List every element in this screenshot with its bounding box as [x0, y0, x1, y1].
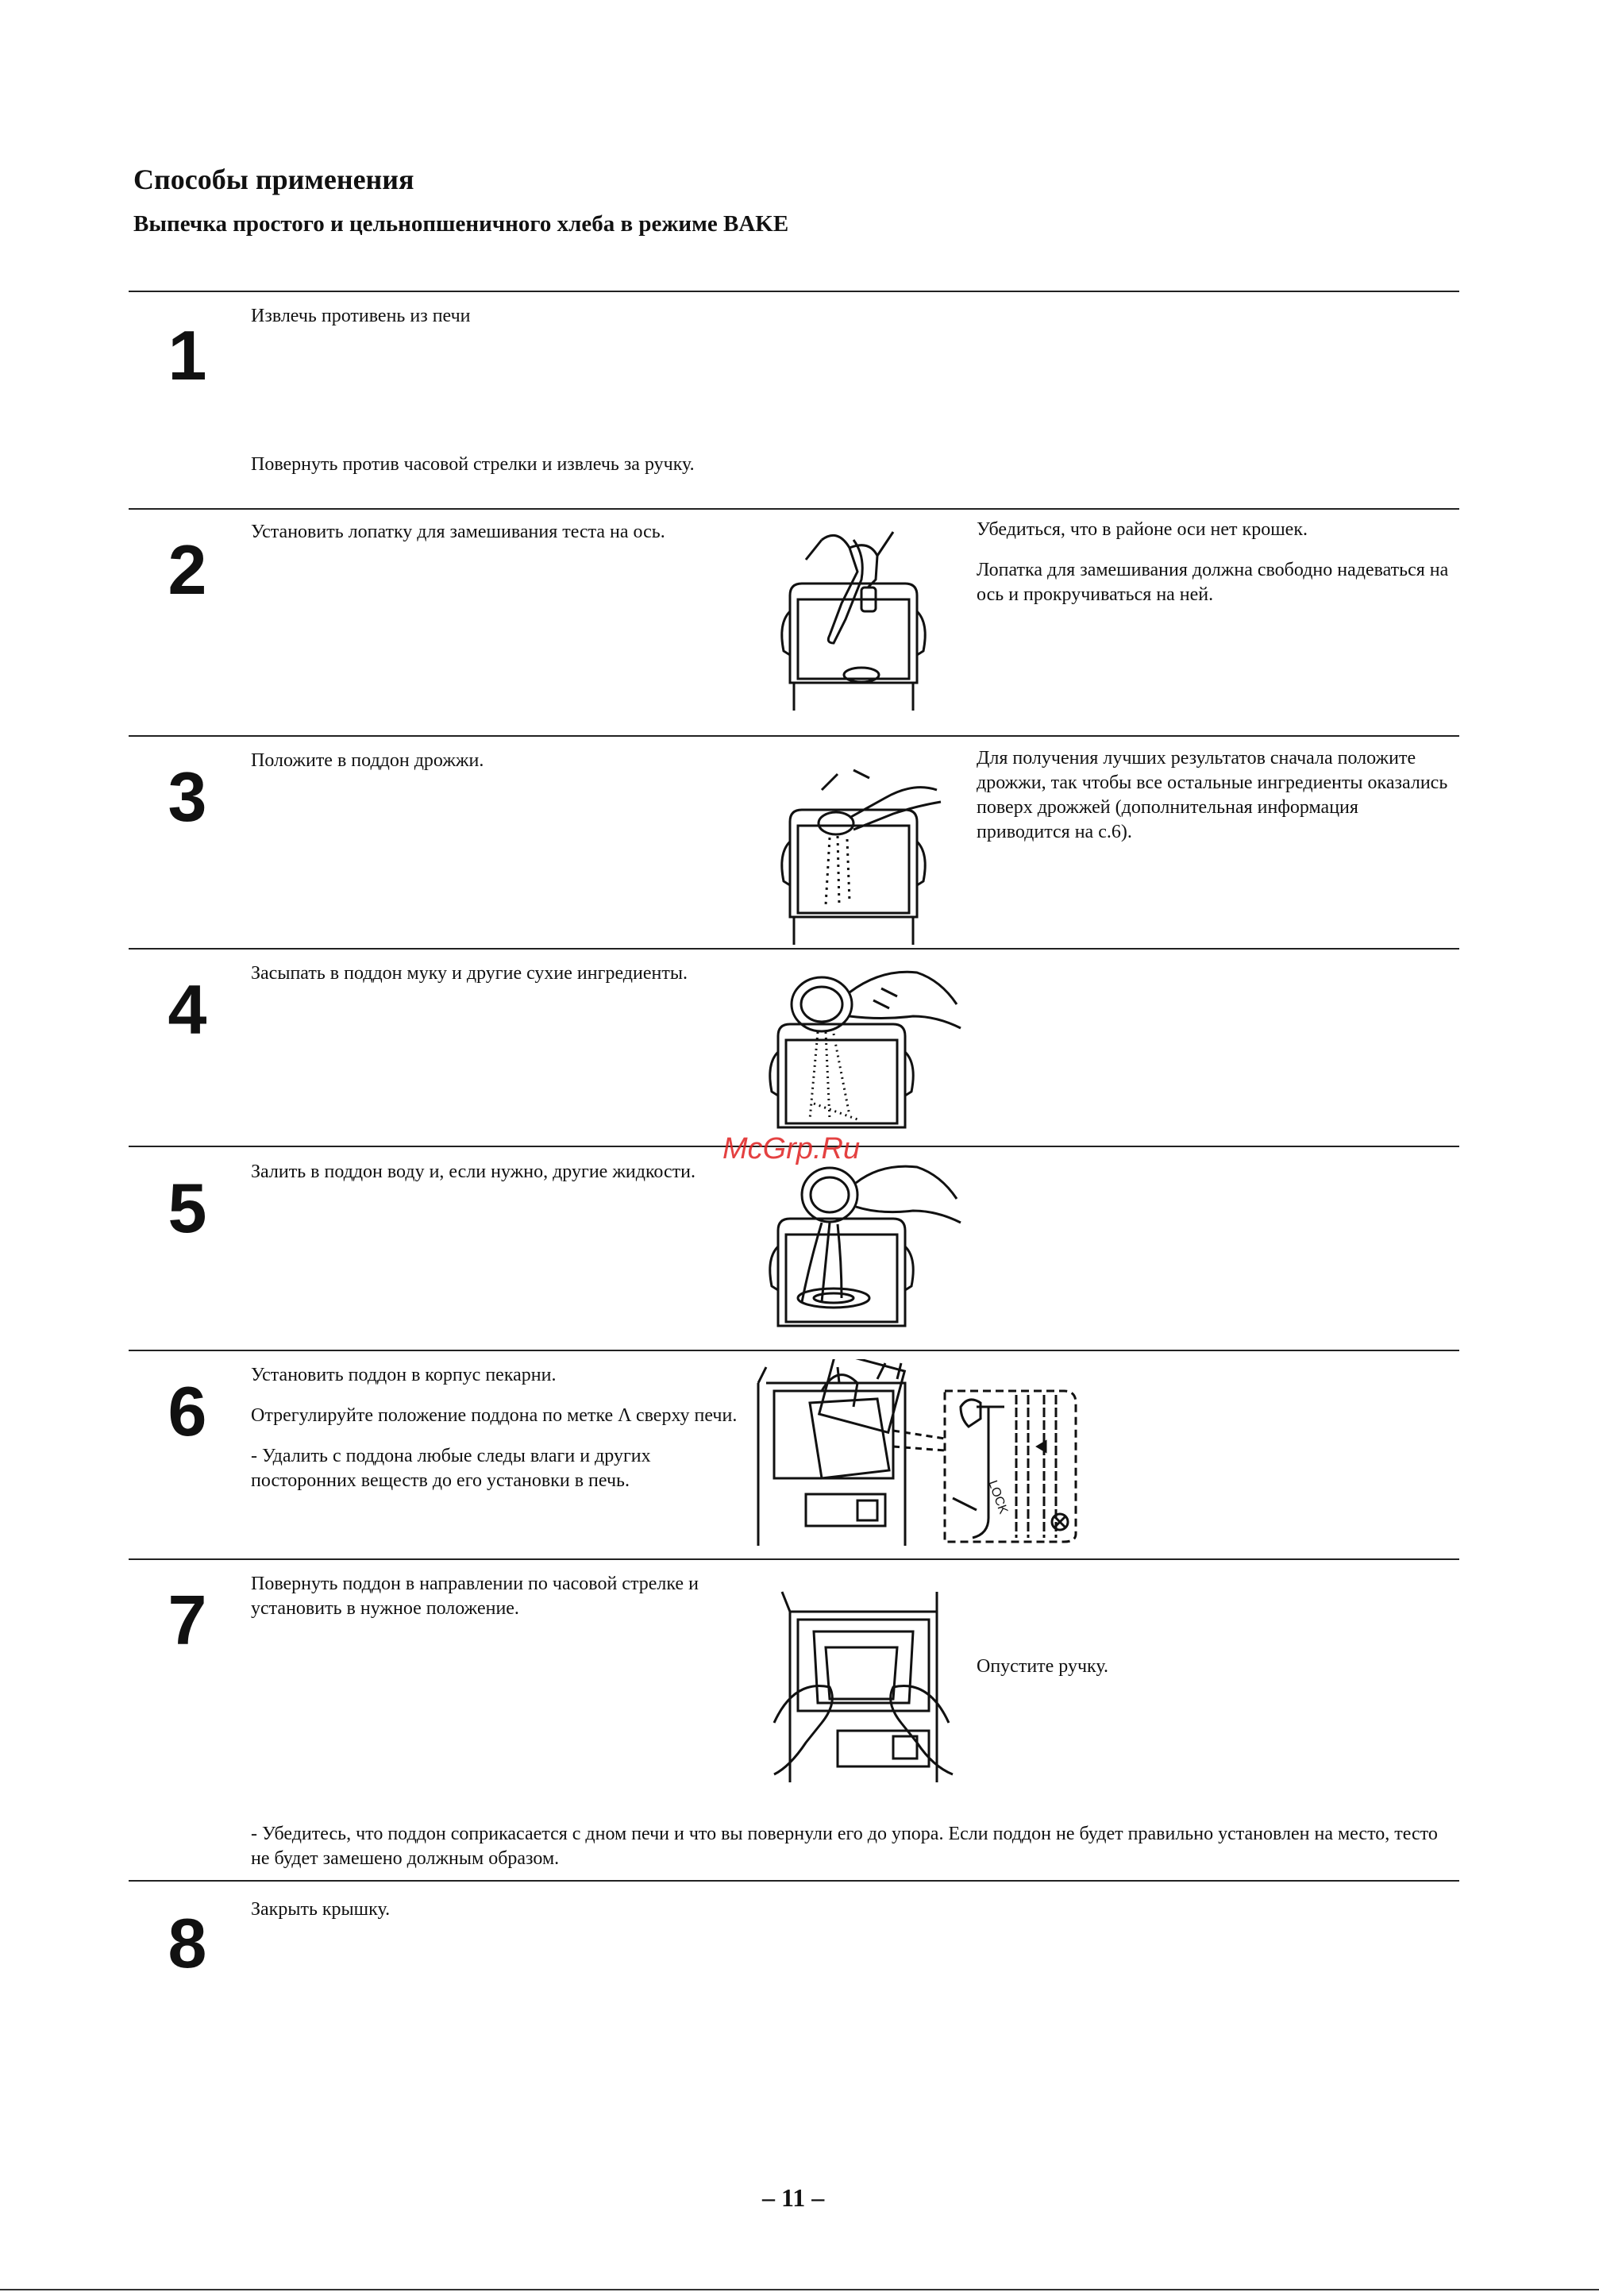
watermark: McGrp.Ru [722, 1132, 861, 1165]
step-text: Залить в поддон воду и, если нужно, другие жидкости. [251, 1161, 695, 1182]
step-2-notes [977, 518, 1453, 623]
step-number: 5 [168, 1169, 207, 1247]
step-7-notes [977, 1655, 1453, 1695]
step-8-text [251, 1897, 727, 1938]
illustration-insert-pan [750, 1359, 1108, 1550]
step-1-subtext: Повернуть против часовой стрелки и извлечь за ручку. [251, 454, 695, 475]
step-text: - Удалить с поддона любые следы влаги и других посторонних веществ до его установки в печь. [251, 1446, 651, 1491]
illustration-add-flour [762, 961, 969, 1143]
step-text: Отрегулируйте положение поддона по метке Λ сверху печи. [251, 1405, 738, 1426]
step-text: Положите в поддон дрожжи. [251, 750, 484, 771]
divider [129, 508, 1459, 510]
step-note: Опустите ручку. [977, 1656, 1108, 1677]
page-title: Способы применения [133, 164, 414, 195]
step-number: 2 [168, 530, 207, 609]
bottom-edge [0, 2289, 1599, 2290]
step-1-text [251, 304, 743, 345]
illustration-turn-pan [758, 1584, 965, 1790]
step-text: Закрыть крышку. [251, 1899, 391, 1920]
step-text: Извлечь противень из печи [251, 306, 471, 326]
lock-label: LOCK [985, 1478, 1011, 1516]
step-4-text [251, 961, 727, 1002]
illustration-add-water [762, 1151, 969, 1334]
step-note: Лопатка для замешивания должна свободно надеваться на ось и прокручиваться на ней. [977, 560, 1449, 605]
step-number: 6 [168, 1372, 207, 1450]
divider [129, 735, 1459, 737]
step-2-text [251, 520, 727, 561]
step-note: Убедиться, что в районе оси нет крошек. [977, 519, 1308, 540]
step-7-text [251, 1572, 727, 1637]
step-5-text [251, 1160, 727, 1200]
step-number: 1 [168, 316, 207, 395]
step-number: 4 [168, 970, 207, 1049]
step-3-text [251, 749, 727, 789]
step-text: Повернуть поддон в направлении по часовой стрелке и установить в нужное положение. [251, 1574, 699, 1619]
step-text: Установить поддон в корпус пекарни. [251, 1365, 557, 1385]
step-7-footnote: - Убедитесь, что поддон соприкасается с дном печи и что вы повернули его до упора. Если поддон не будет правильно установлен на место, тесто не будет замешено должным образом. [251, 1824, 1438, 1869]
step-3-notes [977, 746, 1453, 861]
illustration-insert-blade [774, 524, 933, 715]
divider [129, 1880, 1459, 1882]
step-text: Установить лопатку для замешивания теста на ось. [251, 522, 665, 542]
divider [129, 291, 1459, 292]
divider [129, 1558, 1459, 1560]
illustration-add-yeast [774, 766, 949, 949]
step-text: Засыпать в поддон муку и другие сухие ингредиенты. [251, 963, 688, 984]
step-6-text [251, 1363, 743, 1509]
step-number: 3 [168, 757, 207, 836]
page-subtitle: Выпечка простого и цельнопшеничного хлеба в режиме BAKE [133, 211, 789, 237]
step-note: Для получения лучших результатов сначала положите дрожжи, так чтобы все остальные ингредиенты оказались поверх дрожжей (дополнительная информация приводится на с.6). [977, 748, 1448, 842]
divider [129, 1350, 1459, 1351]
step-number: 7 [168, 1581, 207, 1659]
page-number: – 11 – [762, 2183, 825, 2212]
step-number: 8 [168, 1904, 207, 1982]
